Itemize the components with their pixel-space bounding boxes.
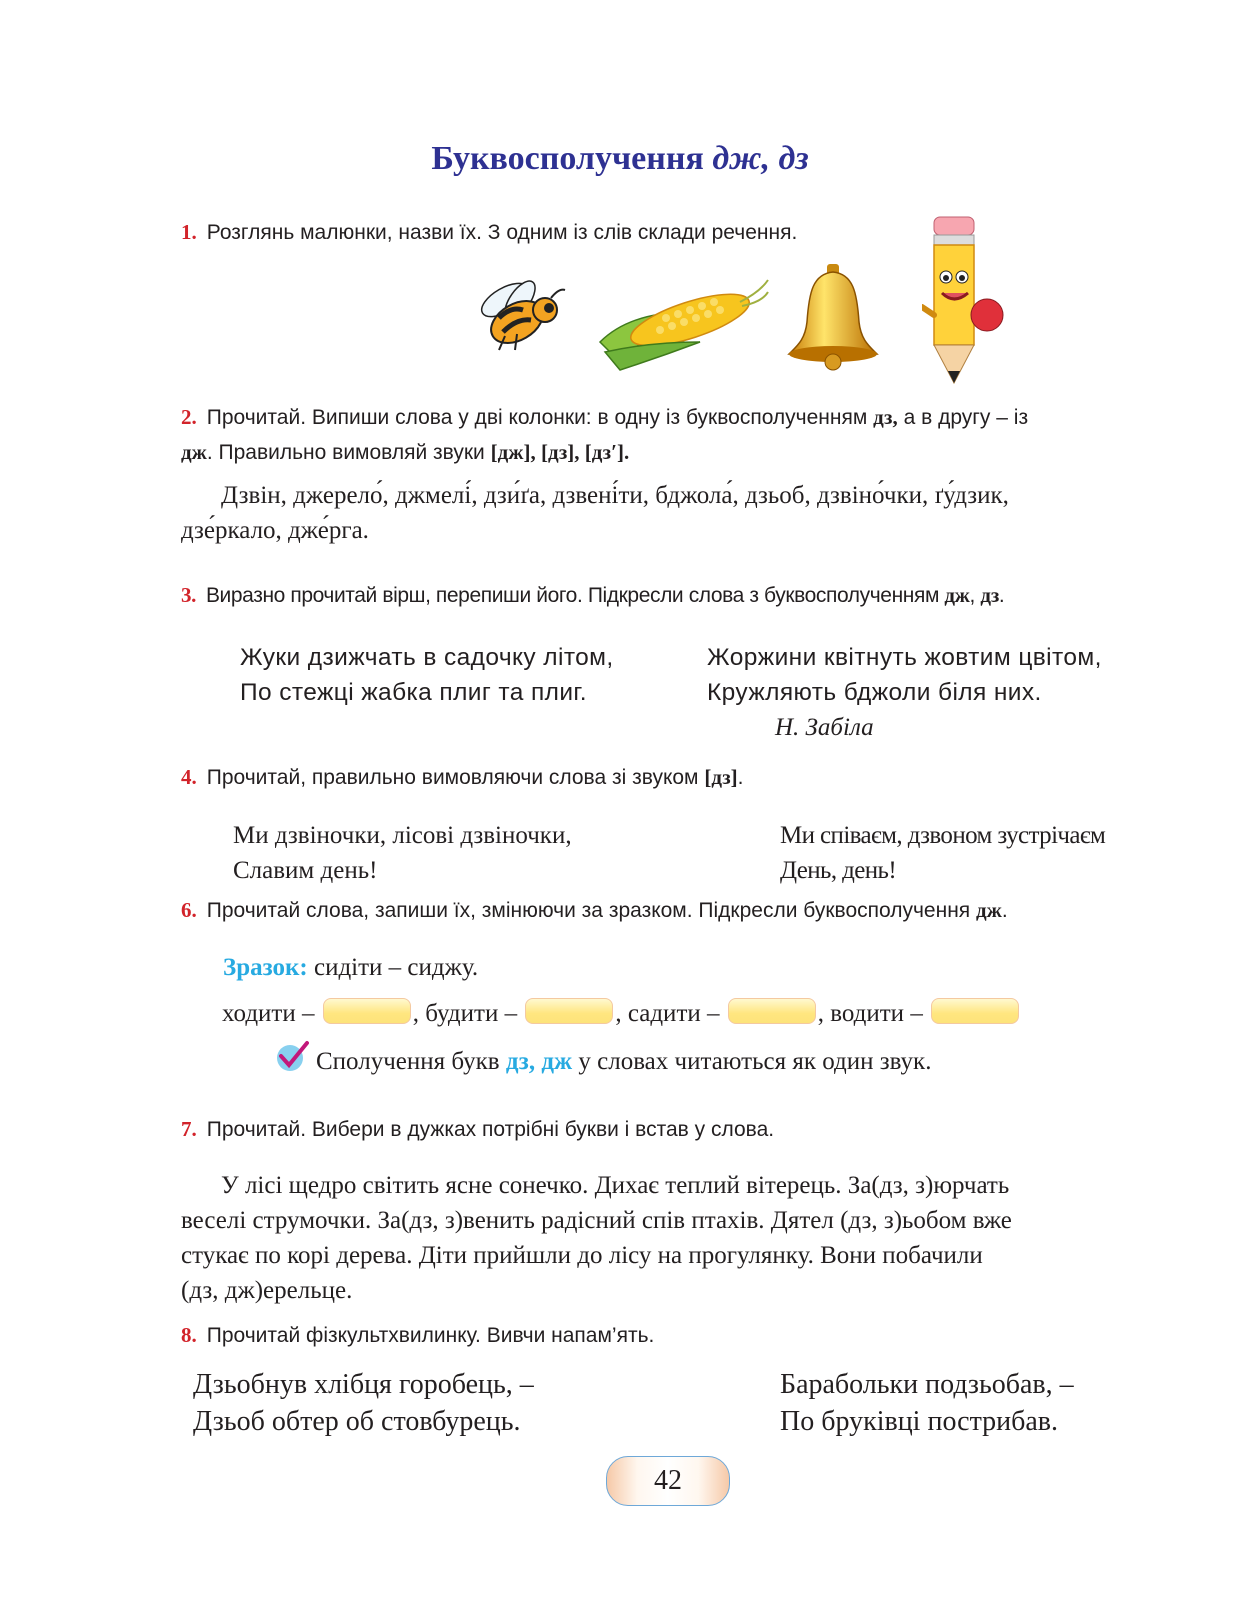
- answer-blank[interactable]: [728, 998, 816, 1024]
- task-3-poem-right: Жоржини квітнуть жовтим цвітом, Кружляють бджоли біля них.: [707, 644, 1102, 706]
- answer-blank[interactable]: [525, 998, 613, 1024]
- task-6-instruction: 6. Прочитай слова, запиши їх, змінюючи за зразком. Підкресли буквосполучення дж.: [181, 898, 1008, 922]
- poem-author: Н. Забіла: [775, 714, 874, 741]
- task-8-poem-left: Дзьобнув хлібця горобець, – Дзьоб обтер об стовбурець.: [193, 1369, 534, 1437]
- task-8-poem-right: Барабольки подзьобав, – По бруківці пострибав.: [780, 1369, 1074, 1437]
- task-2-words: Дзвін, джерело́, джмелі́, дзи́ґа, дзвені́ти, бджола́, дзьоб, дзвіно́чки, ґу́дзик, дзе́ркало, дже́рга.: [181, 482, 1009, 544]
- task-number: 3.: [181, 583, 196, 607]
- task-number: 2.: [181, 405, 197, 429]
- task-2-instruction: 2. Прочитай. Випиши слова у дві колонки: в одну із буквосполученням дз, а в другу – із дж. Правильно вимовляй звуки [дж], [дз], [дз′].: [181, 405, 1029, 464]
- sample-label: Зразок:: [223, 954, 308, 981]
- corn-icon: [590, 272, 770, 372]
- task-8-instruction: 8. Прочитай фізкультхвилинку. Вивчи напам’ять.: [181, 1323, 655, 1347]
- task-number: 7.: [181, 1117, 197, 1141]
- task-number: 4.: [181, 765, 197, 789]
- title-italic: дж, дз: [712, 140, 809, 177]
- bell-icon: [783, 262, 883, 372]
- task-4-poem-left: Ми дзвіночки, лісові дзвіночки, Славим день!: [233, 822, 572, 884]
- page-title: Буквосполучення дж, дз: [431, 140, 809, 177]
- task-1-instruction: 1. Розглянь малюнки, назви їх. З одним із слів склади речення.: [181, 220, 798, 244]
- task-3-instruction: 3. Виразно прочитай вірш, перепиши його. Підкресли слова з буквосполученням дж, дз.: [181, 583, 1005, 607]
- bee-icon: [465, 270, 575, 355]
- task-7-instruction: 7. Прочитай. Вибери в дужках потрібні букви і встав у слова.: [181, 1117, 775, 1141]
- task-6-exercise-row: ходити – , будити – , садити – , водити –: [222, 996, 1021, 1031]
- task-4-poem-right: Ми співаєм, дзвоном зустрічаєм День, день!: [780, 822, 1106, 884]
- answer-blank[interactable]: [931, 998, 1019, 1024]
- task-4-instruction: 4. Прочитай, правильно вимовляючи слова зі звуком [дз].: [181, 765, 744, 789]
- task-7-paragraph: У лісі щедро світить ясне сонечко. Дихає теплий вітерець. За(дз, з)юрчать веселі струмочки. За(дз, з)венить радісний спів птахів. Дятел (дз, з)ьобом вже стукає по корі дерева. Діти прийшли до лісу на прогулянку. Вони побачили (дз, дж)ерельце.: [181, 1172, 1012, 1304]
- pencil-character-icon: [922, 215, 1004, 387]
- rule-note: Сполучення букв дз, дж у словах читаються як один звук.: [316, 1048, 932, 1075]
- task-6-sample: Зразок: сидіти – сиджу.: [223, 954, 479, 981]
- checkmark-icon: [275, 1040, 309, 1074]
- task-3-poem-left: Жуки дзижчать в садочку літом, По стежці жабка плиг та плиг.: [240, 644, 614, 706]
- task-number: 1.: [181, 220, 197, 244]
- answer-blank[interactable]: [323, 998, 411, 1024]
- task-number: 6.: [181, 898, 197, 922]
- page-number: 42: [606, 1456, 730, 1506]
- task-number: 8.: [181, 1323, 197, 1347]
